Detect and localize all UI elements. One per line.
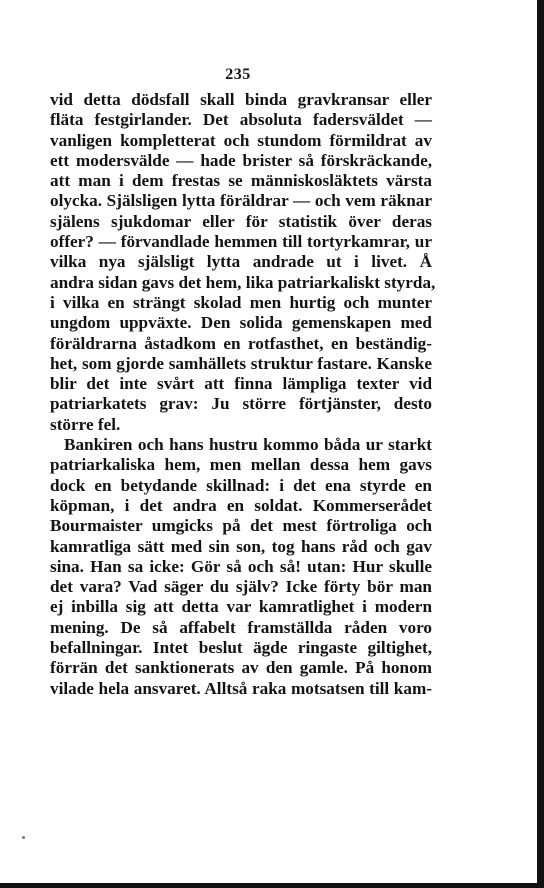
text-line: större fel. [50, 414, 121, 434]
text-line: Bankiren och hans hustru kommo båda ur starkt [64, 435, 432, 455]
paragraph-1 [50, 90, 436, 435]
body-text [50, 90, 436, 699]
text-line: Bourmaister umgicks på det mest förtroliga och [50, 516, 432, 536]
text-line: ungdom uppväxte. Den solida gemenskapen med [50, 313, 432, 333]
text-line: patriarkatets grav: Ju större förtjänster, desto [50, 394, 432, 414]
text-line: vilade hela ansvaret. Alltså raka motsatsen till kam- [50, 678, 432, 698]
text-line: ett modersvälde — hade brister så förskräckande, [50, 150, 432, 170]
text-line: olycka. Själsligen lytta föräldrar — och vem räknar [50, 191, 432, 211]
paragraph-2 [50, 435, 432, 699]
text-line: andra sidan gavs det hem, lika patriarkaliskt styrda, [50, 272, 436, 292]
text-line: föräldrarna åstadkom en rotfasthet, en beständig- [50, 333, 432, 353]
text-line: vid detta dödsfall skall binda gravkransar eller [50, 90, 432, 109]
text-line: vanligen kompletterat och stundom förmildrat av [50, 130, 432, 150]
page-edge-bottom [0, 883, 544, 888]
text-line: fläta festgirlander. Det absoluta fadersväldet — [50, 110, 432, 130]
page-number: 235 [225, 66, 251, 83]
text-line: offer? — förvandlade hemmen till tortyrkamrar, ur [50, 232, 432, 252]
text-line: det vara? Vad säger du själv? Icke förty bör man [50, 577, 432, 597]
text-line: sina. Han sa icke: Gör så och så! utan: Hur skulle [50, 556, 432, 576]
text-line: patriarkaliska hem, men mellan dessa hem gavs [50, 455, 432, 475]
print-speck [22, 836, 25, 839]
text-line: befallningar. Intet beslut ägde ringaste giltighet, [50, 638, 432, 658]
text-line: köpman, i det andra en soldat. Kommerserådet [50, 495, 432, 515]
text-line: förrän det sanktionerats av den gamle. På honom [50, 658, 432, 678]
text-line: mening. De så affabelt framställda råden voro [50, 617, 432, 637]
text-line: vilka nya själsligt lytta andrade ut i livet. Å [50, 252, 432, 272]
text-line: att man i dem frestas se människosläktets värsta [50, 171, 432, 191]
text-line: blir det inte svårt att finna lämpliga texter vid [50, 374, 432, 394]
page-edge-right [537, 0, 544, 888]
text-line: ej inbilla sig att detta var kamratlighet i modern [50, 597, 432, 617]
text-line: dock en betydande skillnad: i det ena styrde en [50, 475, 432, 495]
text-line: själens sjukdomar eller för statistik över deras [50, 211, 432, 231]
text-line: kamratliga sätt med sin son, tog hans råd och gav [50, 536, 432, 556]
text-line: i vilka en strängt skolad men hurtig och munter [50, 292, 432, 312]
text-line: het, som gjorde samhällets struktur fastare. Kanske [50, 353, 432, 373]
